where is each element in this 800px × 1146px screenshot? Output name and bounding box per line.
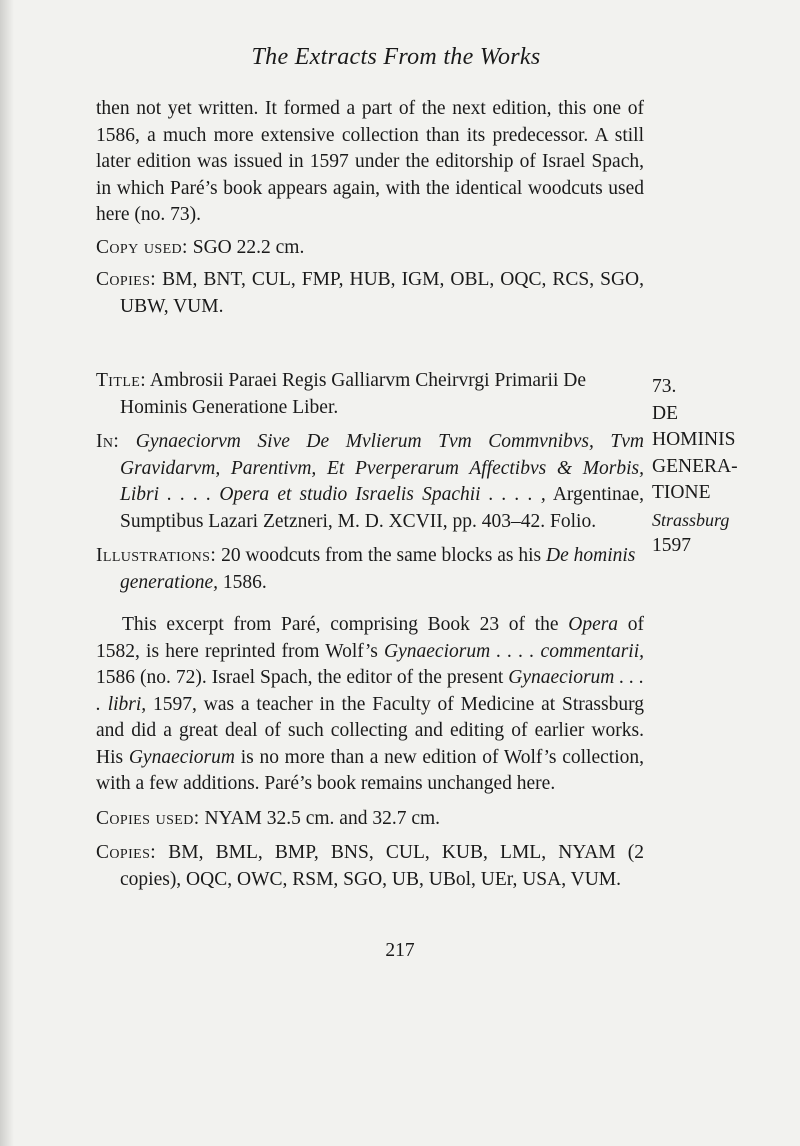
illustrations-label: Illustrations:	[96, 545, 217, 566]
copy-used-line	[96, 235, 644, 262]
illustrations-year: 1586.	[218, 571, 267, 593]
commentary-paragraph: This excerpt from Paré, comprising Book 23 of the Opera of 1582, is here reprinted from Wolf’s Gynaeciorum . . . . commentarii, 1586 (no. 72). Israel Spach, the editor of the present Gynaeciorum . . . . libri, 1597, was a teacher in the Faculty of Medicine at Strassburg and did a great deal of such collecting and editing of earlier works. His Gynaeciorum is no more than a new edition of Wolf’s collection, with a few additions. Paré’s book remains unchanged here.	[96, 614, 644, 794]
copies-value: BM, BML, BMP, BNS, CUL, KUB, LML, NYAM (2 copies), OQC, OWC, RSM, SGO, UB, UBol, UEr, USA, VUM.	[120, 842, 644, 890]
copies-line	[96, 840, 644, 893]
copies-used-line	[96, 806, 644, 833]
entry-number: 73.	[652, 376, 677, 397]
marginal-year: 1597	[652, 535, 691, 556]
previous-entry	[96, 96, 644, 320]
running-head: The Extracts From the Works	[251, 44, 541, 70]
copy-used-value: SGO 22.2 cm.	[192, 236, 305, 258]
entry-73	[96, 368, 644, 893]
marginal-heading	[652, 374, 792, 560]
in-line	[96, 429, 644, 535]
in-work-title: Gynaeciorvm Sive De Mvlierum Tvm Commvnibvs, Tvm Gravidarvm, Parentivm, Et Pverperarum Affectibvs & Morbis, Libri . . . . Opera et studio Israelis Spachii . . . . ,	[120, 431, 645, 505]
in-imprint: Argentinae, Sumptibus Lazari Zetzneri, M. D. XCVII, pp. 403–42. Folio.	[120, 484, 644, 532]
page-number: 217	[385, 940, 415, 961]
copy-used-label: Copy used:	[96, 236, 188, 258]
copies-used-value: NYAM 32.5 cm. and 32.7 cm.	[204, 807, 441, 829]
title-label: Title:	[96, 370, 147, 391]
copies-label: Copies:	[96, 842, 157, 863]
in-label: In:	[96, 431, 120, 452]
marginal-city: Strassburg	[652, 509, 730, 530]
illustrations-text: 20 woodcuts from the same blocks as his	[216, 545, 547, 566]
copies-value: BM, BNT, CUL, FMP, HUB, IGM, OBL, OQC, RCS, SGO, UBW, VUM.	[120, 269, 645, 317]
title-line	[96, 368, 644, 421]
illustrations-line	[96, 543, 644, 596]
copies-used-label: Copies used:	[96, 807, 200, 829]
copies-line	[96, 267, 644, 320]
continuation-paragraph: then not yet written. It formed a part of the next edition, this one of 1586, a much more extensive collection than its predecessor. A still later edition was issued in 1597 under the editorship of Israel Spach, in which Paré’s book appears again, with the identical woodcuts used here (no. 73).	[96, 98, 644, 225]
title-value: Ambrosii Paraei Regis Galliarvm Cheirvrgi Primarii De Hominis Generatione Liber.	[120, 370, 587, 418]
marginal-title: DE HOMINIS GENERA-TIONE	[652, 402, 738, 503]
illustrations-work: De hominis generatione,	[120, 545, 636, 593]
page-gutter-shadow	[0, 0, 14, 1146]
copies-label: Copies:	[96, 269, 157, 290]
